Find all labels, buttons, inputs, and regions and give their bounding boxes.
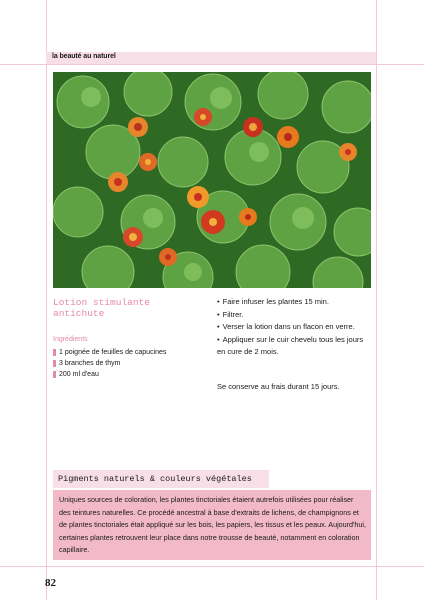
guide-line-bottom bbox=[0, 566, 424, 567]
step-item bbox=[217, 309, 367, 322]
guide-line-left bbox=[46, 0, 47, 600]
step-text: Appliquer sur le cuir chevelu tous les jours en cure de 2 mois. bbox=[217, 334, 364, 356]
step-item bbox=[217, 334, 367, 359]
photo-illustration bbox=[53, 72, 371, 288]
recipe-title-line2: antichute bbox=[53, 308, 105, 319]
step-item bbox=[217, 296, 367, 309]
step-text: Faire infuser les plantes 15 min. bbox=[222, 297, 329, 306]
box-title: Pigments naturels & couleurs végétales bbox=[58, 474, 252, 484]
recipe-title-line1: Lotion stimulante bbox=[53, 297, 150, 308]
guide-line-right bbox=[376, 0, 377, 600]
bullet-icon: • bbox=[217, 297, 220, 306]
guide-line-top bbox=[0, 64, 424, 65]
info-box-text: Uniques sources de coloration, les plantes tinctoriales étaient autrefois utilisées pour réaliser des teintures naturelles. Ce procédé ancestral à base d'extraits de lichens, de champignons et de plantes tinctoriales était appliqué sur les bois, les papiers, les tissus et les peaux. Aujourd'hui, certaines plantes retrouvent leur place dans notre trousse de beauté, notamment en coloration capillaire. bbox=[59, 495, 367, 554]
storage-note: Se conserve au frais durant 15 jours. bbox=[217, 382, 340, 391]
steps-list bbox=[217, 296, 367, 359]
step-text: Verser la lotion dans un flacon en verre. bbox=[222, 322, 355, 331]
step-item bbox=[217, 321, 367, 334]
ingredient-item: 1 poignée de feuilles de capucines bbox=[53, 347, 213, 358]
step-text: Filtrer. bbox=[222, 309, 244, 319]
ingredient-item: 3 branches de thym bbox=[53, 358, 213, 369]
ingredients-label: Ingrédients bbox=[53, 336, 88, 343]
page-number: 82 bbox=[45, 577, 56, 589]
nasturtium-flowers-photo bbox=[53, 72, 371, 288]
bullet-icon: • bbox=[217, 309, 220, 319]
section-header-label: la beauté au naturel bbox=[52, 53, 116, 60]
ingredient-item: 200 ml d'eau bbox=[53, 369, 213, 380]
recipe-title bbox=[53, 297, 203, 319]
bullet-icon: • bbox=[217, 322, 220, 331]
ingredients-list bbox=[53, 347, 213, 380]
bullet-icon: • bbox=[217, 334, 220, 344]
